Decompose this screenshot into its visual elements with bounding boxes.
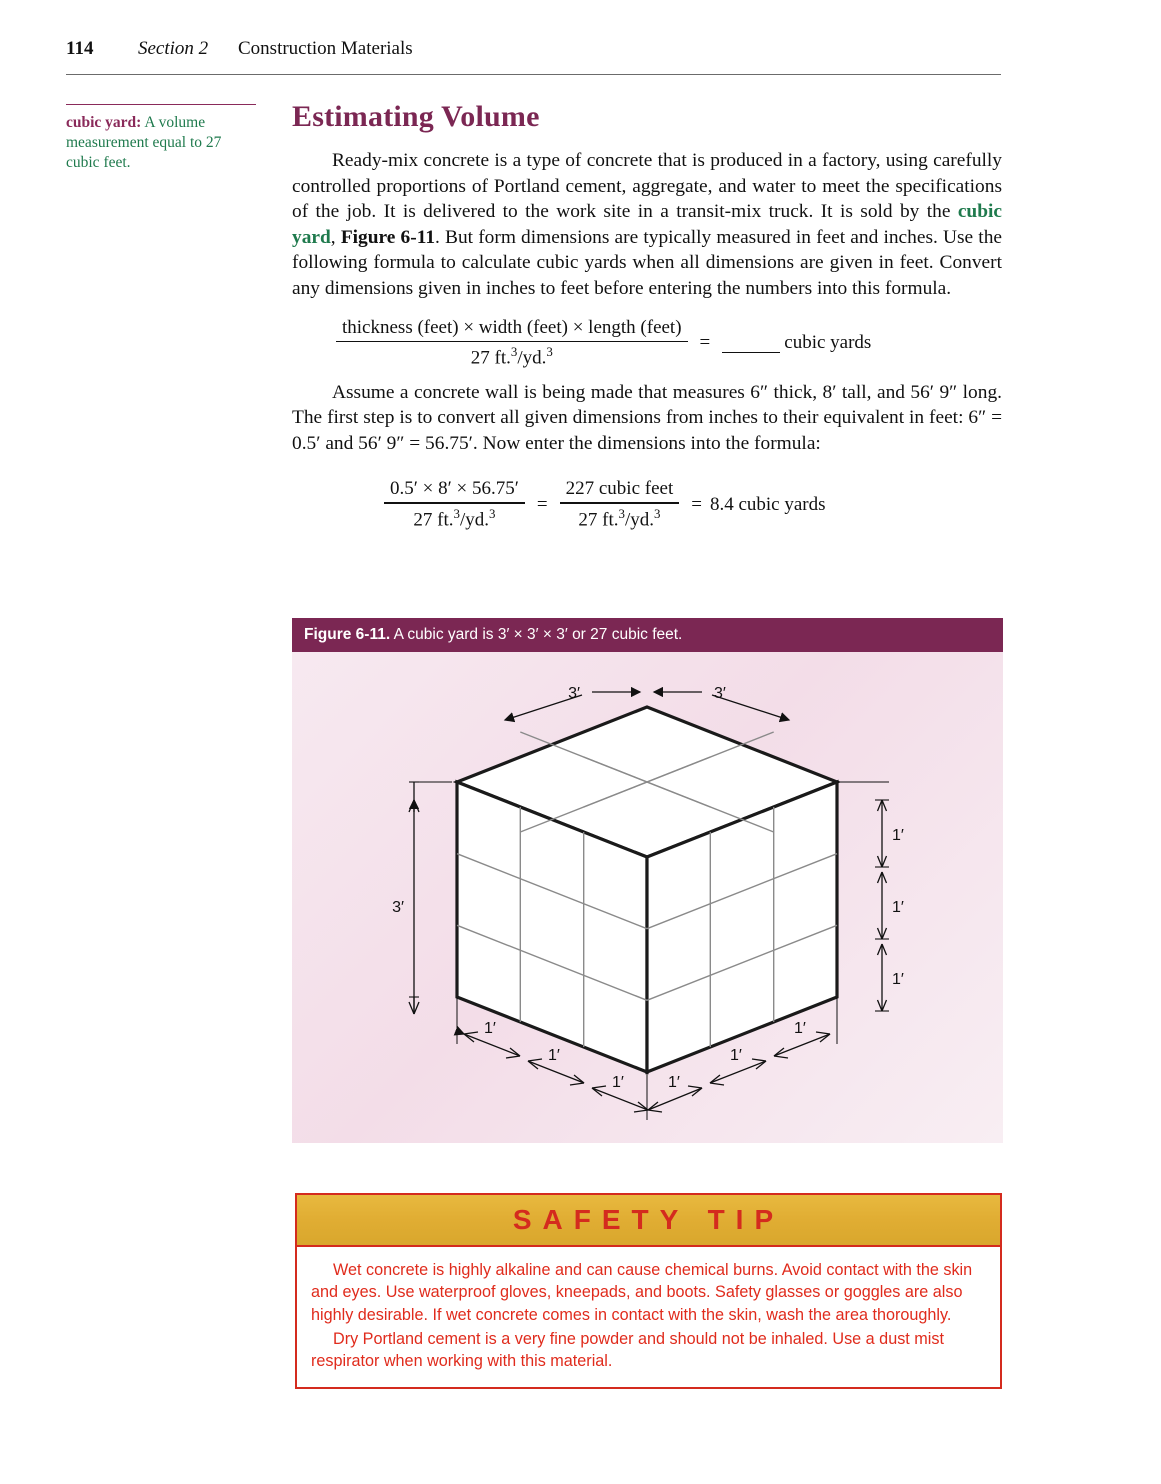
paragraph-intro [292,148,1002,301]
safety-tip-paragraph-1: Wet concrete is highly alkaline and can cause chemical burns. Avoid contact with the skin and eyes. Use waterproof gloves, kneepads, and boots. Safety glasses or goggles are also highly desirable. If wet concrete comes in contact with the skin, wash the area thoroughly. [311,1261,973,1324]
den-mid: /yd. [459,508,490,530]
main-content-column [292,100,1002,541]
formula-general-denominator [465,342,559,369]
safety-tip-paragraph-2: Dry Portland cement is a very fine powder and should not be inhaled. Use a dust mist respirator when working with this material. [311,1330,944,1371]
example-fraction-2 [560,478,680,531]
safety-tip-body [297,1247,1000,1387]
den-sup2: 3 [546,344,553,360]
label-top-left: 3′ [568,685,580,702]
label-bottom-right-2: 1′ [730,1047,742,1064]
label-right-3: 1′ [892,971,904,988]
paragraph-intro-part1: Ready-mix concrete is a type of concrete that is produced in a factory, using carefully controlled proportions of Portland cement, aggregate, and water to meet the specifications of the job. It is delivered to the work site in a transit-mix truck. It is sold by the [292,150,1002,223]
margin-glossary-note [66,104,256,172]
glossary-term: cubic yard: [66,114,142,131]
inline-term-cubic-yard: cubic yard [292,201,1002,248]
page-number: 114 [66,38,94,59]
example-numerator-2: 227 cubic feet [565,478,674,500]
den-sup2: 3 [654,505,661,521]
formula-general-unit: cubic yards [784,332,872,354]
example-equals-1: = [536,493,548,515]
den-main: 27 ft. [578,508,619,530]
example-fraction-1 [384,478,525,531]
label-right-1: 1′ [892,827,904,844]
glossary-definition: A volume measurement equal to 27 cubic feet. [66,114,222,171]
section-title: Construction Materials [238,38,413,59]
formula-general [332,317,1002,370]
den-mid: /yd. [517,347,547,369]
label-right-2: 1′ [892,899,904,916]
figure-6-11 [292,618,1003,1143]
den-sup1: 3 [618,505,625,521]
safety-tip-banner-text: SAFETY TIP [512,1204,785,1235]
den-sup1: 3 [453,505,460,521]
safety-tip-box [295,1193,1002,1389]
figure-caption-bar [292,618,1003,652]
label-bottom-right-3: 1′ [668,1074,680,1091]
page-title: Estimating Volume [292,100,540,133]
safety-tip-banner [297,1195,1000,1247]
paragraph-intro-part3: . But form dimensions are typically measured in feet and inches. Use the following formula to calculate cubic yards when all dimensions are given in feet. Convert any dimensions given in inches to feet before entering the numbers into this formula. [292,226,1003,299]
den-mid: /yd. [624,508,654,530]
paragraph-intro-part2: , [330,226,341,248]
den-sup1: 3 [510,344,518,360]
formula-answer-blank [722,334,780,353]
label-bottom-left-1: 1′ [484,1020,496,1037]
paragraph-example: Assume a concrete wall is being made that measures 6″ thick, 8′ tall, and 56′ 9″ long. The first step is to convert all given dimensions from inches to their equivalent in feet: 6″ = 0.5′ and 56′ 9″ = 56.75′. Now enter the dimensions into the formula: [292,381,1002,454]
formula-general-fraction [336,317,688,370]
example-denominator-2 [572,504,666,531]
example-numerator-1: 0.5′ × 8′ × 56.75′ [390,478,519,500]
cube-faces [457,707,837,1072]
figure-reference: Figure 6-11 [340,226,436,248]
figure-image-area [292,652,1003,1143]
figure-caption-text: A cubic yard is 3′ × 3′ × 3′ or 27 cubic feet. [393,626,683,643]
example-denominator-1 [407,504,501,531]
example-result: 8.4 cubic yards [709,493,826,515]
label-bottom-left-3: 1′ [612,1074,624,1091]
formula-general-equals: = [699,332,711,354]
den-main: 27 ft. [413,508,454,530]
example-equals-2: = [691,493,702,515]
cubic-yard-cube-diagram [292,652,1003,1143]
label-bottom-right-1: 1′ [794,1020,806,1037]
label-top-right: 3′ [714,685,726,702]
formula-worked-example [380,478,1002,531]
formula-general-numerator: thickness (feet) × width (feet) × length (feet) [342,317,682,339]
label-bottom-left-2: 1′ [548,1047,560,1064]
den-sup2: 3 [489,505,496,521]
section-label: Section 2 [138,38,209,59]
page-header [66,38,1001,75]
figure-caption-label: Figure 6-11. [304,626,391,643]
den-main: 27 ft. [470,347,511,369]
label-left-height: 3′ [392,899,404,916]
